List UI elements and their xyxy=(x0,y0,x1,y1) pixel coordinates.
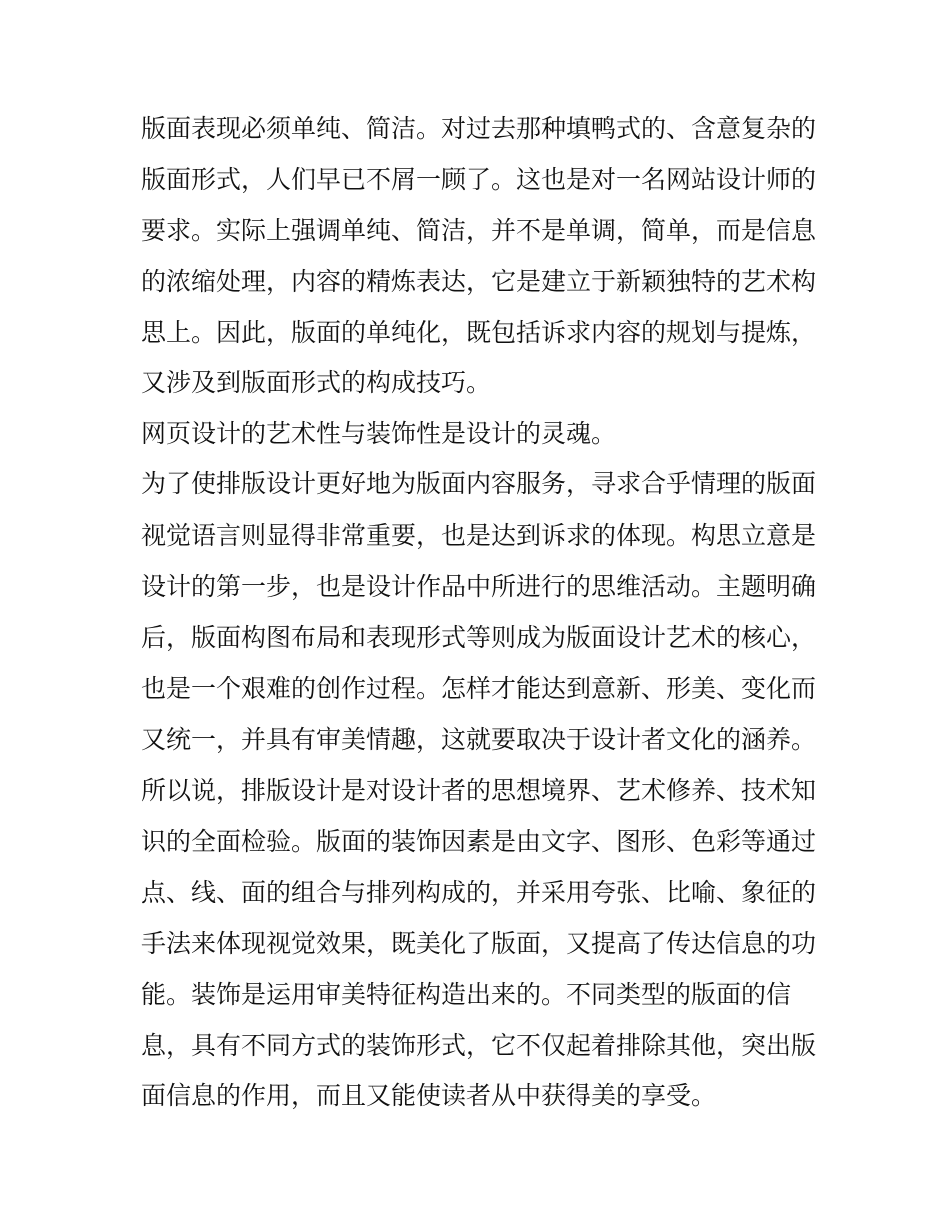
text-line: 也是一个艰难的创作过程。怎样才能达到意新、形美、变化而 xyxy=(141,674,817,703)
text-line: 又涉及到版面形式的构成技巧。 xyxy=(141,368,492,397)
text-line: 手法来体现视觉效果，既美化了版面，又提高了传达信息的功 xyxy=(141,929,817,958)
text-line: 面信息的作用，而且又能使读者从中获得美的享受。 xyxy=(141,1081,717,1110)
text-line: 思上。因此，版面的单纯化，既包括诉求内容的规划与提炼， xyxy=(141,318,817,347)
text-line: 又统一，并具有审美情趣，这就要取决于设计者文化的涵养。 xyxy=(141,725,817,754)
text-line: 识的全面检验。版面的装饰因素是由文字、图形、色彩等通过 xyxy=(141,827,817,856)
text-line: 网页设计的艺术性与装饰性是设计的灵魂。 xyxy=(141,419,617,448)
text-line: 设计的第一步，也是设计作品中所进行的思维活动。主题明确 xyxy=(141,572,817,601)
text-line: 为了使排版设计更好地为版面内容服务，寻求合乎情理的版面 xyxy=(141,469,817,498)
text-line: 视觉语言则显得非常重要，也是达到诉求的体现。构思立意是 xyxy=(141,521,817,550)
text-line: 后，版面构图布局和表现形式等则成为版面设计艺术的核心， xyxy=(141,623,817,652)
text-line: 所以说，排版设计是对设计者的思想境界、艺术修养、技术知 xyxy=(141,776,817,805)
text-line: 能。装饰是运用审美特征构造出来的。不同类型的版面的信 xyxy=(141,980,792,1009)
text-line: 要求。实际上强调单纯、简洁，并不是单调，简单，而是信息 xyxy=(141,216,817,245)
text-line: 版面形式，人们早已不屑一顾了。这也是对一名网站设计师的 xyxy=(141,165,817,194)
text-line: 息，具有不同方式的装饰形式，它不仅起着排除其他，突出版 xyxy=(141,1031,817,1060)
text-line: 版面表现必须单纯、简洁。对过去那种填鸭式的、含意复杂的 xyxy=(141,114,817,143)
text-line: 的浓缩处理，内容的精炼表达，它是建立于新颖独特的艺术构 xyxy=(141,267,817,296)
text-line: 点、线、面的组合与排列构成的，并采用夸张、比喻、象征的 xyxy=(141,878,817,907)
